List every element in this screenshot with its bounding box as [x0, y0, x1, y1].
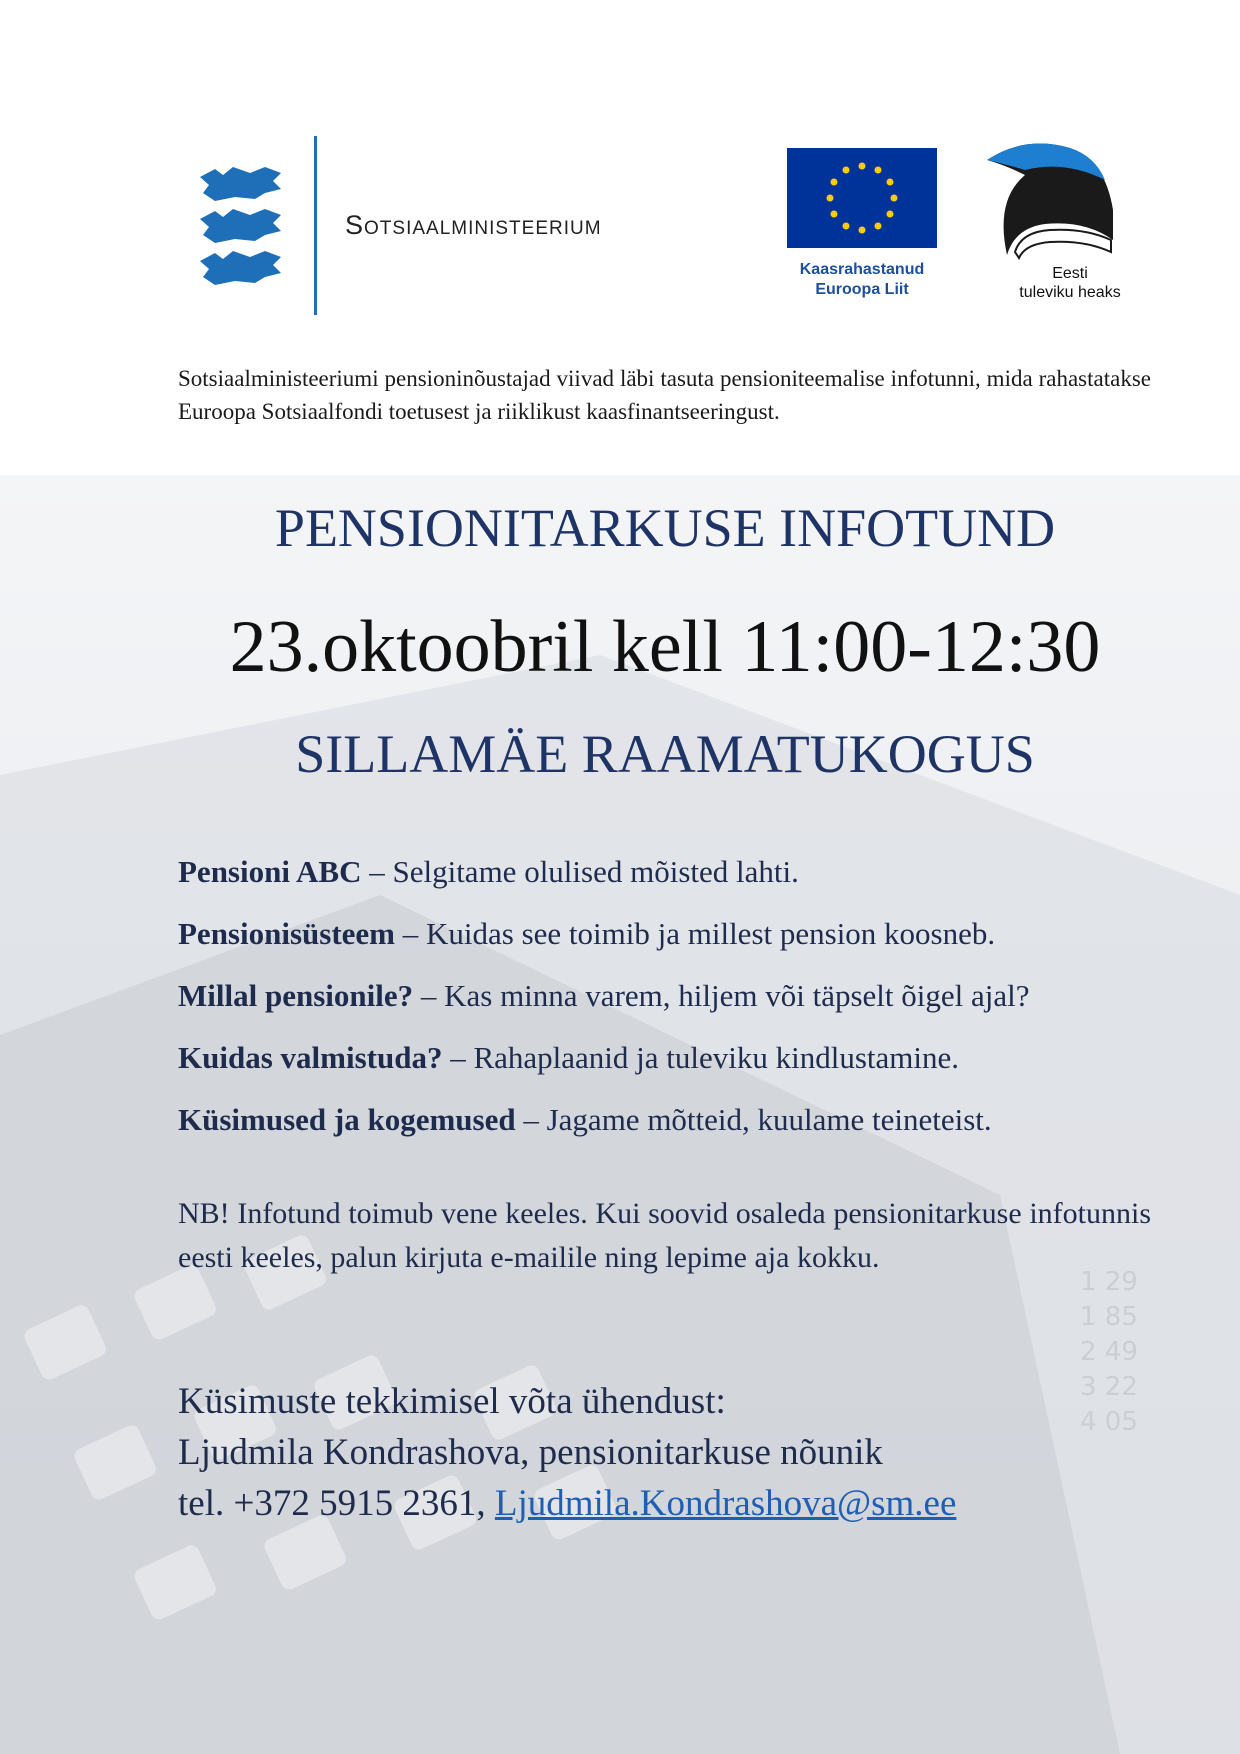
contact-person: Ljudmila Kondrashova, pensionitarkuse nõunik	[178, 1432, 883, 1473]
topic-text: – Selgitame olulised mõisted lahti.	[361, 854, 799, 889]
topic-heading: Pensioni ABC	[178, 854, 362, 889]
svg-text:3 22: 3 22	[1080, 1372, 1138, 1402]
intro-paragraph: Sotsiaalministeeriumi pensioninõustajad viivad läbi tasuta pensioniteemalise infotunni, mida rahastatakse Euroopa Sotsiaalfondi toetusest ja riiklikust kaasfinantseeringust.	[178, 366, 1151, 424]
topic-heading: Küsimused ja kogemused	[178, 1102, 516, 1137]
topic-text: – Rahaplaanid ja tuleviku kindlustamine.	[442, 1040, 960, 1075]
event-venue: SILLAMÄE RAAMATUKOGUS	[295, 724, 1035, 784]
topic-heading: Pensionisüsteem	[178, 916, 395, 951]
contact-phone-email	[178, 1478, 1178, 1529]
ministry-logo-divider	[314, 136, 317, 315]
estonia-swoosh-logo	[985, 140, 1125, 265]
topic-item	[178, 1100, 1178, 1162]
topic-item	[178, 914, 1178, 976]
topics-list	[178, 852, 1178, 1162]
topic-text: – Kuidas see toimib ja millest pension koosneb.	[395, 916, 996, 951]
svg-text:1 85: 1 85	[1080, 1302, 1138, 1332]
eu-flag-logo	[787, 148, 937, 248]
eu-caption-line1: Kaasrahastanud	[799, 261, 925, 278]
ministry-name: Sotsiaalministeerium	[345, 210, 602, 240]
contact-block	[178, 1376, 1178, 1529]
contact-email-link[interactable]: Ljudmila.Kondrashova@sm.ee	[494, 1483, 957, 1524]
estonia-caption-line2: tuleviku heaks	[1019, 284, 1121, 301]
eu-caption	[765, 260, 959, 300]
ministry-coat-of-arms-logo	[195, 163, 285, 288]
svg-text:2 49: 2 49	[1080, 1337, 1138, 1367]
event-title: PENSIONITARKUSE INFOTUND	[274, 498, 1056, 558]
topic-text: – Kas minna varem, hiljem või täpselt õigel ajal?	[413, 978, 1030, 1013]
svg-text:4 05: 4 05	[1080, 1407, 1138, 1437]
topic-item	[178, 976, 1178, 1038]
estonia-caption-line1: Eesti	[1052, 265, 1088, 282]
contact-phone: tel. +372 5915 2361,	[178, 1483, 495, 1524]
topic-item	[178, 1038, 1178, 1100]
topic-item	[178, 852, 1178, 914]
topic-text: – Jagame mõtteid, kuulame teineteist.	[515, 1102, 992, 1137]
contact-intro: Küsimuste tekkimisel võta ühendust:	[178, 1381, 726, 1422]
event-datetime: 23.oktoobril kell 11:00-12:30	[229, 606, 1101, 688]
eu-caption-line2: Euroopa Liit	[815, 281, 909, 298]
svg-text:1 29: 1 29	[1080, 1267, 1138, 1297]
estonia-caption	[990, 264, 1150, 302]
topic-heading: Kuidas valmistuda?	[178, 1040, 443, 1075]
topic-heading: Millal pensionile?	[178, 978, 414, 1013]
language-note: NB! Infotund toimub vene keeles. Kui soovid osaleda pensionitarkuse infotunnis eesti keeles, palun kirjuta e-mailile ning lepime aja kokku.	[178, 1197, 1151, 1274]
